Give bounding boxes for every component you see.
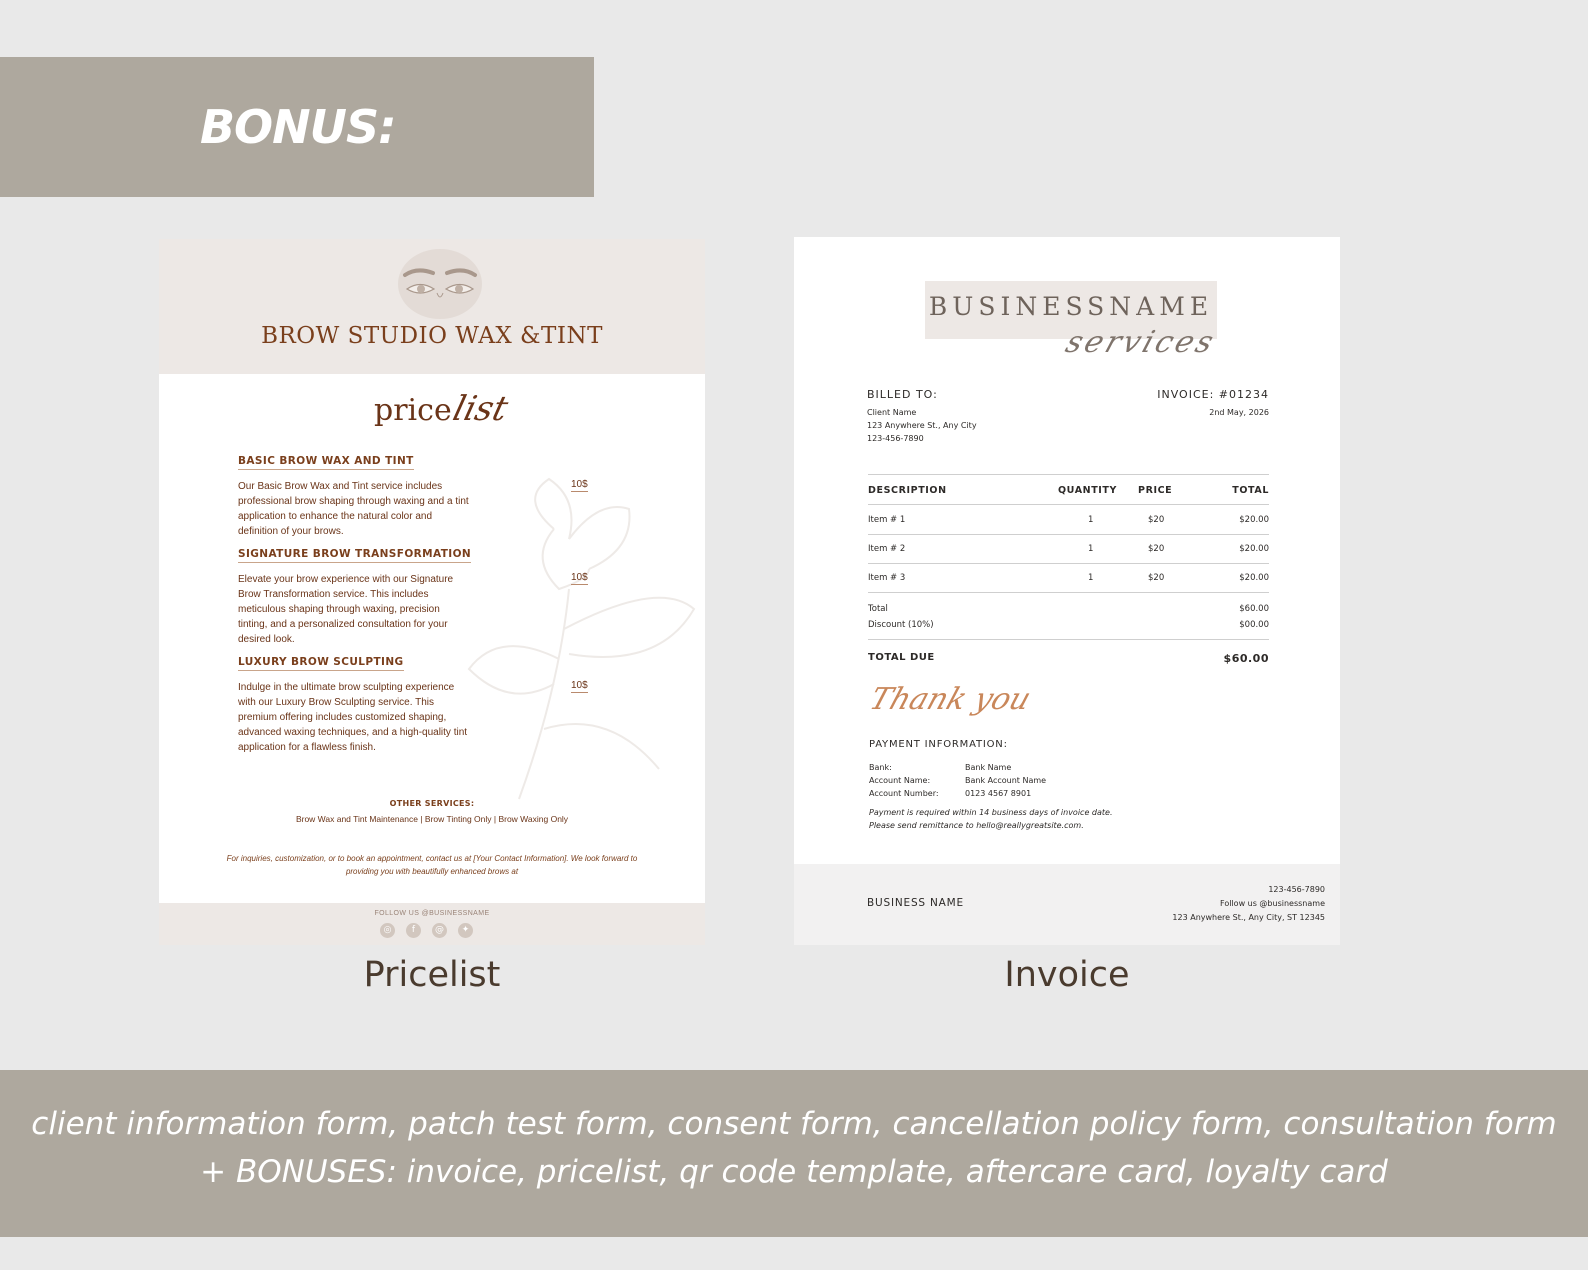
thank-you-script: Thank you bbox=[865, 682, 1036, 717]
item-price: $20 bbox=[1148, 515, 1165, 525]
table-rule bbox=[868, 592, 1269, 593]
total-due-row bbox=[868, 652, 1269, 666]
invoice-footer bbox=[794, 864, 1340, 945]
table-rule bbox=[868, 639, 1269, 640]
bonus-banner bbox=[0, 57, 594, 197]
follow-label: FOLLOW US @BUSINESSNAME bbox=[374, 910, 490, 917]
discount-value: $00.00 bbox=[1239, 620, 1269, 630]
pricelist-contact-note: For inquiries, customization, or to book an appointment, contact us at [Your Contact Information]. We look forward to providing you with beautifully enhanced brows at bbox=[226, 854, 638, 876]
client-name: Client Name bbox=[867, 408, 917, 417]
billed-to-label: BILLED TO: bbox=[867, 388, 938, 401]
footer-phone: 123-456-7890 bbox=[1268, 885, 1325, 894]
discount-label: Discount (10%) bbox=[868, 620, 934, 630]
bundle-summary-banner bbox=[0, 1070, 1588, 1237]
service-price: 10$ bbox=[571, 572, 588, 583]
item-description: Item # 3 bbox=[868, 573, 906, 583]
table-header bbox=[868, 485, 1269, 499]
service-title: BASIC BROW WAX AND TINT bbox=[238, 455, 414, 470]
account-number-label: Account Number: bbox=[869, 789, 939, 798]
footer-address: 123 Anywhere St., Any City, ST 12345 bbox=[1172, 913, 1325, 922]
column-quantity: QUANTITY bbox=[1058, 485, 1117, 496]
account-number-value: 0123 4567 8901 bbox=[965, 789, 1032, 798]
invoice-logo-script: services bbox=[1061, 325, 1221, 360]
item-total: $20.00 bbox=[1239, 544, 1269, 554]
payment-note: Please send remittance to hello@reallygreatsite.com. bbox=[869, 821, 1084, 830]
column-price: PRICE bbox=[1138, 485, 1173, 496]
client-address: 123 Anywhere St., Any City bbox=[867, 421, 977, 430]
item-total: $20.00 bbox=[1239, 573, 1269, 583]
service-price: 10$ bbox=[571, 680, 588, 691]
service-item bbox=[238, 652, 638, 755]
column-total: TOTAL bbox=[1232, 485, 1269, 496]
pricelist-brand: BROW STUDIO WAX &TINT bbox=[261, 323, 603, 349]
total-value: $60.00 bbox=[1239, 604, 1269, 614]
total-label: Total bbox=[868, 604, 888, 614]
service-description: Elevate your brow experience with our Signature Brow Transformation service. This includes meticulous shaping through waxing, precision tinting, and a personalized consultation for your desired look. bbox=[238, 574, 454, 645]
pricelist-header bbox=[159, 239, 705, 374]
table-row bbox=[868, 544, 1269, 558]
service-title: LUXURY BROW SCULPTING bbox=[238, 656, 404, 671]
client-phone: 123-456-7890 bbox=[867, 434, 924, 443]
pricelist-title bbox=[374, 389, 512, 449]
item-description: Item # 2 bbox=[868, 544, 906, 554]
invoice-date: 2nd May, 2026 bbox=[1209, 408, 1269, 417]
footer-business-name: BUSINESS NAME bbox=[867, 897, 964, 909]
other-services-list: Brow Wax and Tint Maintenance | Brow Tinting Only | Brow Waxing Only bbox=[295, 814, 569, 824]
payment-info-label: PAYMENT INFORMATION: bbox=[869, 739, 1008, 750]
pricelist-title-script: list bbox=[448, 389, 512, 429]
bundle-bonuses-line: + BONUSES: invoice, pricelist, qr code template, aftercare card, loyalty card bbox=[200, 1154, 1388, 1190]
service-item bbox=[238, 451, 638, 539]
social-icons bbox=[380, 923, 473, 938]
footer-follow: Follow us @businessname bbox=[1220, 899, 1325, 908]
item-total: $20.00 bbox=[1239, 515, 1269, 525]
invoice-caption: Invoice bbox=[1004, 955, 1130, 995]
bonus-label: BONUS: bbox=[200, 100, 396, 154]
item-quantity: 1 bbox=[1088, 544, 1094, 554]
total-due-label: TOTAL DUE bbox=[868, 652, 935, 663]
invoice-number: INVOICE: #01234 bbox=[1157, 388, 1269, 401]
total-due-value: $60.00 bbox=[1223, 652, 1269, 665]
other-services-label: OTHER SERVICES: bbox=[389, 799, 475, 808]
service-item bbox=[238, 544, 638, 647]
service-price: 10$ bbox=[571, 479, 588, 490]
twitter-icon: ✦ bbox=[458, 923, 473, 938]
column-description: DESCRIPTION bbox=[868, 485, 947, 496]
bank-label: Bank: bbox=[869, 763, 892, 772]
instagram-icon: ◎ bbox=[380, 923, 395, 938]
eyes-logo-icon bbox=[401, 265, 479, 305]
payment-note: Payment is required within 14 business days of invoice date. bbox=[869, 808, 1113, 817]
account-name-value: Bank Account Name bbox=[965, 776, 1047, 785]
pricelist-preview bbox=[159, 239, 705, 945]
item-quantity: 1 bbox=[1088, 515, 1094, 525]
table-rule bbox=[868, 563, 1269, 564]
facebook-icon: f bbox=[406, 923, 421, 938]
item-description: Item # 1 bbox=[868, 515, 906, 525]
table-rule bbox=[868, 534, 1269, 535]
service-description: Our Basic Brow Wax and Tint service includes professional brow shaping through waxing and a tint application to enhance the natural color and definition of your brows. bbox=[238, 481, 469, 537]
service-title: SIGNATURE BROW TRANSFORMATION bbox=[238, 548, 471, 563]
bundle-forms-line: client information form, patch test form, consent form, cancellation policy form, consultation form bbox=[31, 1106, 1557, 1142]
total-row bbox=[868, 604, 1269, 618]
table-row bbox=[868, 573, 1269, 587]
item-price: $20 bbox=[1148, 573, 1165, 583]
discount-row bbox=[868, 620, 1269, 634]
pricelist-caption: Pricelist bbox=[363, 955, 501, 995]
bank-value: Bank Name bbox=[965, 763, 1012, 772]
invoice-preview bbox=[794, 237, 1340, 945]
pricelist-title-main: price bbox=[374, 393, 452, 428]
pricelist-footer bbox=[159, 903, 705, 945]
threads-icon: @ bbox=[432, 923, 447, 938]
item-price: $20 bbox=[1148, 544, 1165, 554]
service-description: Indulge in the ultimate brow sculpting experience with our Luxury Brow Sculpting service. This premium offering includes customized shaping, advanced waxing techniques, and a high-quality tint application for a flawless finish. bbox=[238, 682, 468, 753]
table-rule bbox=[868, 504, 1269, 505]
table-rule bbox=[868, 474, 1269, 475]
account-name-label: Account Name: bbox=[869, 776, 931, 785]
invoice-logo-name: BUSINESSNAME bbox=[928, 292, 1214, 321]
item-quantity: 1 bbox=[1088, 573, 1094, 583]
table-row bbox=[868, 515, 1269, 529]
